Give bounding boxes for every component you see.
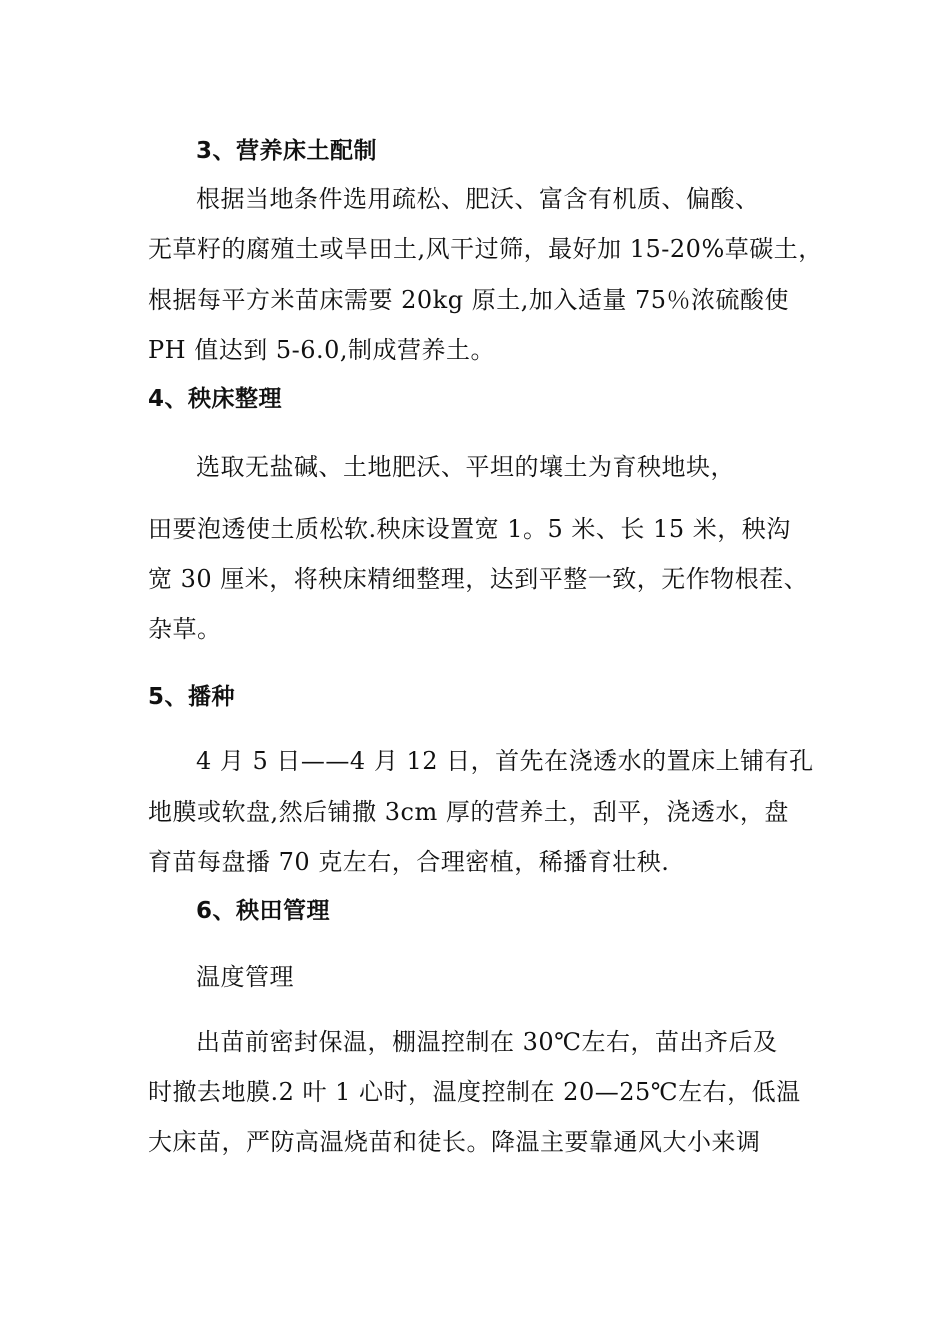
paragraph-line: 大床苗，严防高温烧苗和徒长。降温主要靠通风大小来调 xyxy=(148,1128,761,1156)
section-heading-5: 5、播种 xyxy=(148,684,236,710)
section-heading-4: 4、秧床整理 xyxy=(148,386,283,412)
paragraph-line: 时撤去地膜.2 叶 1 心时，温度控制在 20—25℃左右，低温 xyxy=(148,1078,801,1106)
paragraph-line: 根据每平方米苗床需要 20kg 原土,加入适量 75％浓硫酸使 xyxy=(148,286,789,314)
paragraph-line: 根据当地条件选用疏松、肥沃、富含有机质、偏酸、 xyxy=(196,185,760,213)
paragraph-line: 选取无盐碱、土地肥沃、平坦的壤土为育秧地块， xyxy=(196,453,735,481)
paragraph-line: 无草籽的腐殖土或旱田土,风干过筛，最好加 15-20%草碳土， xyxy=(148,235,823,263)
subheading: 温度管理 xyxy=(196,963,294,991)
paragraph-line: 田要泡透使土质松软.秧床设置宽 1。5 米、长 15 米，秧沟 xyxy=(148,515,791,543)
section-heading-6: 6、秧田管理 xyxy=(196,898,331,924)
paragraph-line: 宽 30 厘米，将秧床精细整理，达到平整一致，无作物根茬、 xyxy=(148,565,809,593)
paragraph-line: 出苗前密封保温，棚温控制在 30℃左右，苗出齐后及 xyxy=(196,1028,778,1056)
paragraph-line: 杂草。 xyxy=(148,615,222,643)
paragraph-line: PH 值达到 5-6.0,制成营养土。 xyxy=(148,336,496,364)
paragraph-line: 地膜或软盘,然后铺撒 3cm 厚的营养土，刮平，浇透水，盘 xyxy=(148,798,789,826)
section-heading-3: 3、营养床土配制 xyxy=(196,138,378,164)
paragraph-line: 4 月 5 日——4 月 12 日，首先在浇透水的置床上铺有孔 xyxy=(196,747,814,775)
paragraph-line: 育苗每盘播 70 克左右，合理密植，稀播育壮秧. xyxy=(148,848,670,876)
